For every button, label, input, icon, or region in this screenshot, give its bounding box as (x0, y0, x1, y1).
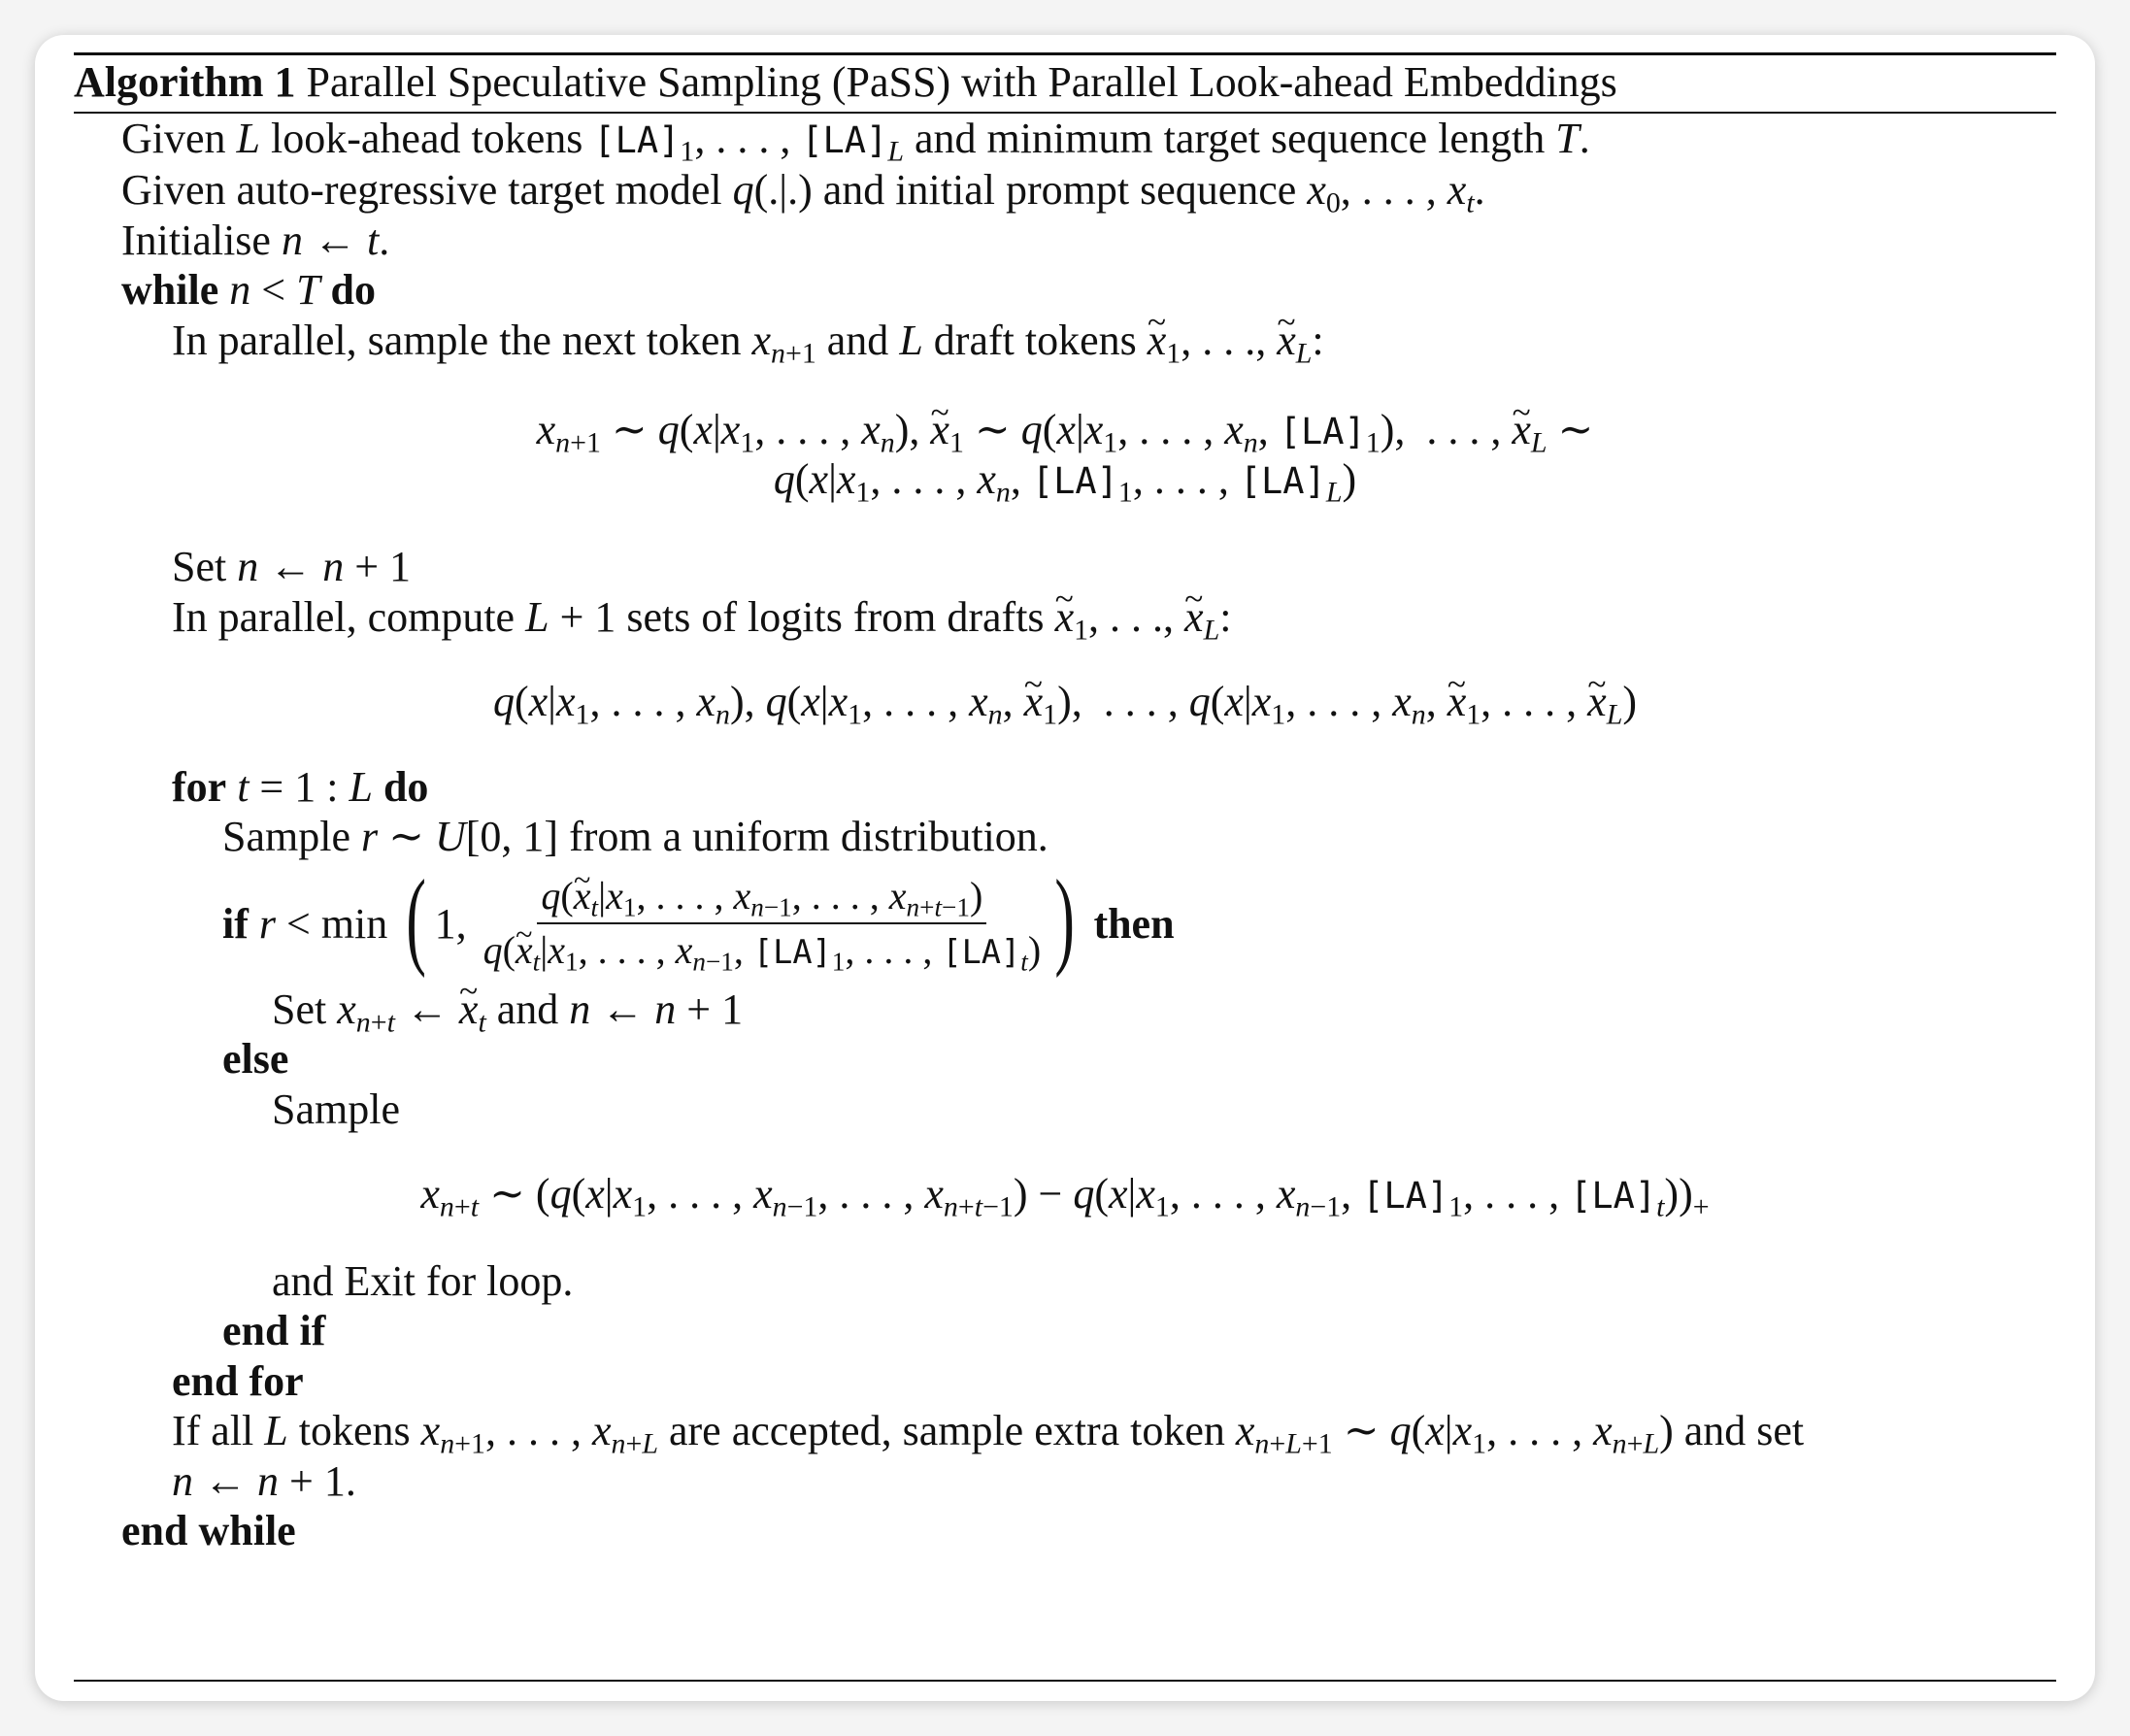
algorithm-body (74, 114, 2056, 1556)
line-parallel-sample: In parallel, sample the next token $x_{n+1}$ and L draft tokens ~ $x_1$, . . ., ~ $x_L$: (74, 316, 2056, 366)
line-parallel-compute: In parallel, compute L + 1 sets of logits from drafts ~ $x_1$, . . ., ~ $x_L$: (74, 592, 2056, 643)
algorithm-header (74, 55, 2056, 114)
line-end-while: end while (121, 1507, 296, 1554)
line-else: else (222, 1035, 289, 1083)
algorithm-card (35, 35, 2095, 1701)
line-for: for t = 1 : L do (172, 762, 429, 811)
acceptance-ratio: $\frac{q(\sim x_t|x_1, . . . , x_{n-1}, . . . , x_{n+t-1})}{q(\sim x_t|x_1, . . . , x_{n-1}, [LA]_1, . . . , [LA]_t)}$ (480, 874, 1046, 975)
line-given-tokens: Given L look-ahead tokens $[LA]_1$, . . . , $[LA]_L$ and minimum target sequence length T. (121, 114, 1590, 167)
equation-resample: $x_{n+t}$ ∼ ($q(x|x_1$, . . . , $x_{n-1}$, . . . , $x_{n+t-1}) - q(x|x_1$, . . . , $x_{n-1}$, $[LA]_1$, . . . , $[LA]_t))_+$ (420, 1170, 1710, 1223)
equation-sampling: $x_{n+1}$ ∼ $q(x|x_1$, . . . , $x_n$), ~ $x_1$ ∼ $q(x|x_1$, . . . , $x_n$, $[LA]_1$), . . . , ~ $x_L$ ∼ $q(x|x_1$, . . . , $x_n$, $[LA]_1$, . . . , $[LA]_L$) (74, 406, 2056, 505)
line-if-accept: if r < min ( 1, $\frac{q(\sim x_t|x_1, . . . , x_{n-1}, . . . , x_{n+t-1})}{q(\sim x_t|x_1, . . . , x_{n-1}, [LA]_1, . . . , [LA]_t)}$ ) then (74, 868, 2056, 981)
line-if-all: If all L tokens $x_{n+1}$, . . . , $x_{n+L}$ are accepted, sample extra token $x_{n+L+1}$ ∼ $q(x|x_1$, . . . , $x_{n+L}$) and set (172, 1407, 1805, 1460)
line-sample-r: Sample r ∼ U[0, 1] from a uniform distribution. (222, 813, 1048, 860)
line-end-for: end for (172, 1356, 304, 1405)
algorithm-block (74, 52, 2056, 1556)
line-n-increment: n ← n + 1. (172, 1456, 356, 1505)
bottom-rule (74, 1680, 2056, 1682)
line-given-model: Given auto-regressive target model q(.|.) and initial prompt sequence $x_0$, . . . , $x_t$. (121, 166, 1485, 219)
line-set-n: Set n ← n + 1 (172, 543, 412, 590)
equation-logits: $q(x|x_1$, . . . , $x_n$), $q(x|x_1$, . . . , $x_n$, ~ $x_1$), . . . , $q(x|x_1$, . . . , $x_n$, ~ $x_1$, . . . , ~ $x_L$) (74, 677, 2056, 727)
line-while: while n < T do (121, 266, 377, 314)
line-exit: and Exit for loop. (272, 1256, 574, 1305)
line-initialise: Initialise n ← t. (121, 216, 390, 264)
line-set-accept: Set $x_{n+t}$ ← ~ $x_t$ and n ← n + 1 (74, 985, 2056, 1035)
line-end-if: end if (222, 1307, 326, 1354)
line-sample: Sample (272, 1085, 400, 1133)
algorithm-label: Algorithm 1 (74, 58, 296, 106)
algorithm-title: Parallel Speculative Sampling (PaSS) with Parallel Look-ahead Embeddings (306, 58, 1617, 106)
